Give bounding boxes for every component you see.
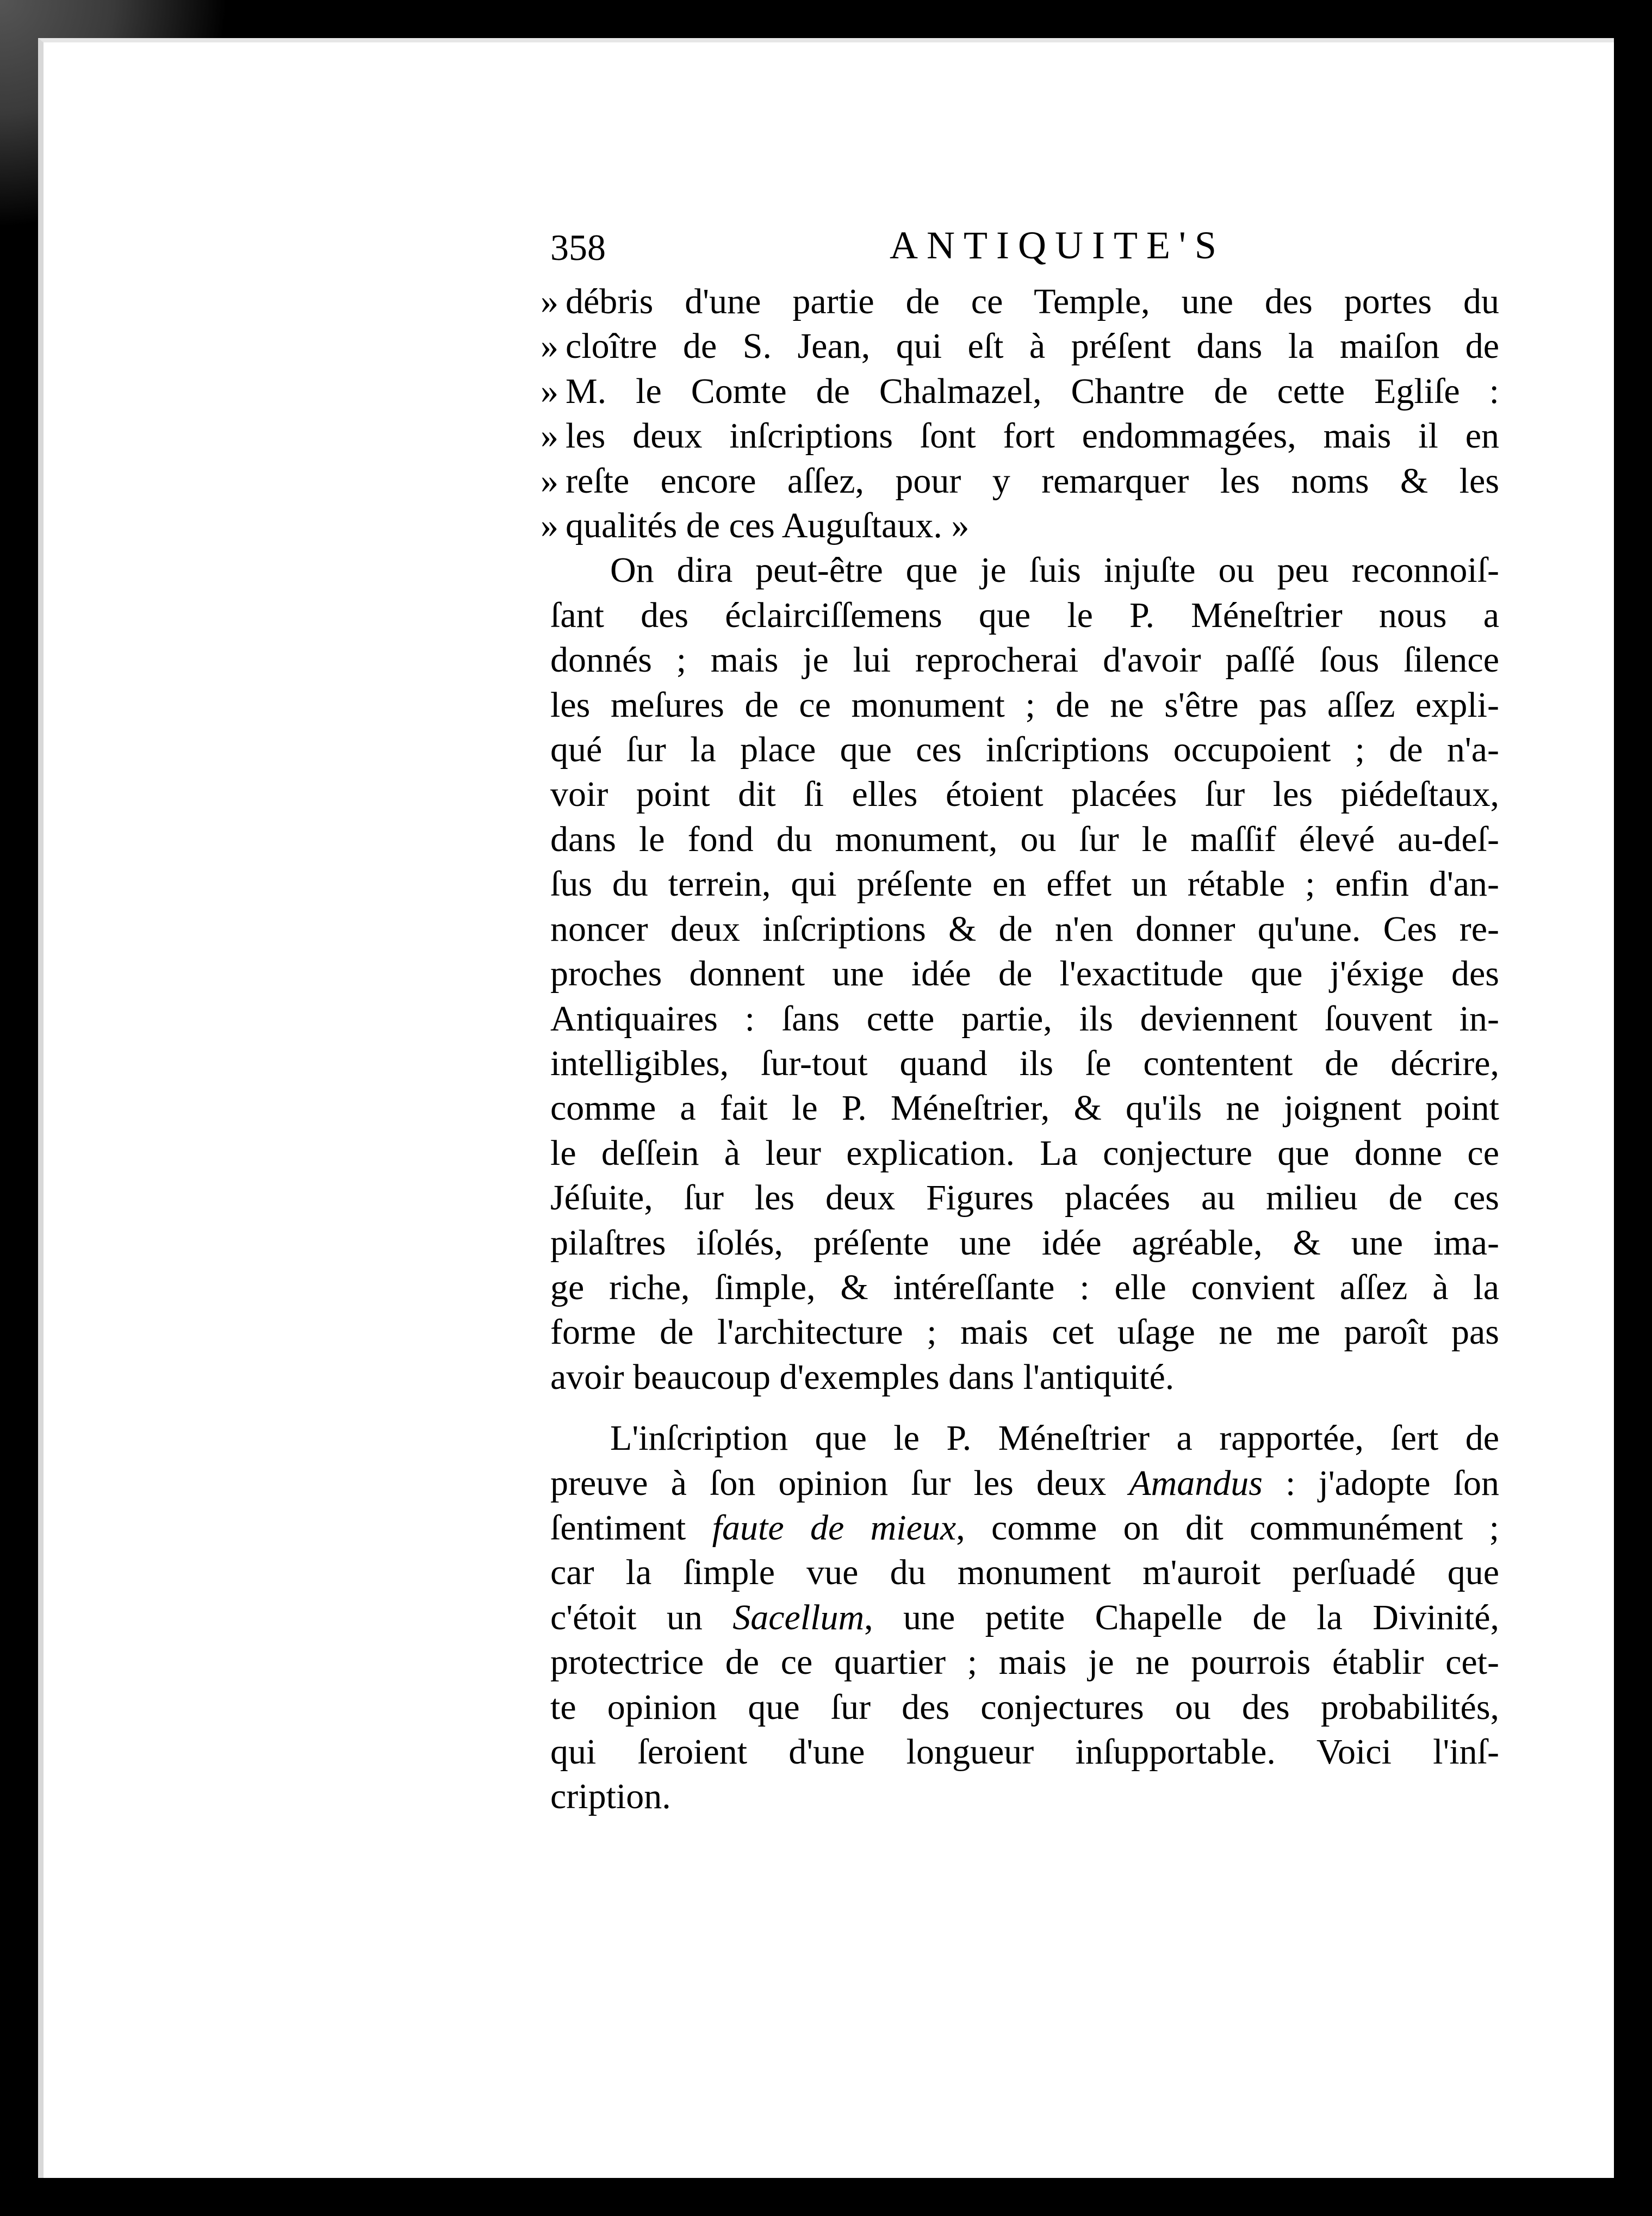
quoted-line <box>541 324 1499 369</box>
text-block <box>541 220 1500 1820</box>
quoted-passage <box>541 280 1499 548</box>
text-line: donnés ; mais je lui reprocherai d'avoir paſſé ſous ſilence <box>550 640 1499 680</box>
paragraph-1 <box>550 548 1499 1400</box>
quoted-line <box>541 369 1499 414</box>
quoted-line <box>541 504 1499 548</box>
text-line: qué ſur la place que ces inſcriptions occupoient ; de n'a- <box>550 730 1499 770</box>
text-line: intelligibles, ſur-tout quand ils ſe contentent de décrire, <box>550 1043 1499 1083</box>
running-head <box>550 220 1499 280</box>
quote-mark: » <box>541 506 558 546</box>
text-line: dans le fond du monument, ou ſur le maſſif élevé au-deſ- <box>550 819 1499 859</box>
text-line: pilaſtres iſolés, préſente une idée agréable, & une ima- <box>550 1222 1499 1263</box>
text-line: Jéſuite, ſur les deux Figures placées au milieu de ces <box>550 1178 1499 1218</box>
text-line: les meſures de ce monument ; de ne s'être pas aſſez expli- <box>550 685 1499 725</box>
text-line: noncer deux inſcriptions & de n'en donner qu'une. Ces re- <box>550 909 1499 949</box>
italic-term: Sacellum <box>732 1597 865 1637</box>
text-line: L'inſcription que le P. Méneſtrier a rapportée, ſert de <box>610 1418 1499 1458</box>
italic-term: Amandus <box>1129 1463 1263 1503</box>
quoted-line <box>541 414 1499 458</box>
quote-mark: » <box>541 371 558 411</box>
text-line: car la ſimple vue du monument m'auroit perſuadé que <box>550 1553 1499 1593</box>
text-line: qui ſeroient d'une longueur inſupportable. Voici l'inſ- <box>550 1732 1499 1772</box>
italic-term: faute de mieux <box>712 1507 957 1548</box>
text-line: cription. <box>550 1777 671 1817</box>
quote-mark: » <box>541 461 558 501</box>
text-line: ſant des éclairciſſemens que le P. Méneſtrier nous a <box>550 595 1499 635</box>
quoted-line <box>541 459 1499 504</box>
text-run: ſentiment <box>550 1507 712 1548</box>
quoted-line-text: qualités de ces Auguſtaux. » <box>566 506 970 546</box>
quoted-line-text: les deux inſcriptions ſont fort endommagées, mais il en <box>566 416 1499 456</box>
text-run: , comme on dit communément ; <box>956 1507 1499 1548</box>
text-line: proches donnent une idée de l'exactitude que j'éxige des <box>550 954 1499 994</box>
quoted-line-text: débris d'une partie de ce Temple, une des portes du <box>566 282 1499 321</box>
paragraph-2 <box>550 1416 1499 1820</box>
book-page <box>38 38 1614 2178</box>
paragraph-gap <box>550 1400 1499 1416</box>
text-line: avoir beaucoup d'exemples dans l'antiquité. <box>550 1357 1175 1397</box>
text-line <box>550 1506 1499 1550</box>
text-line: le deſſein à leur explication. La conjecture que donne ce <box>550 1133 1499 1173</box>
text-run: , une petite Chapelle de la Divinité, <box>864 1597 1499 1637</box>
text-line: protectrice de ce quartier ; mais je ne pourrois établir cet- <box>550 1642 1499 1683</box>
running-title: ANTIQUITE'S <box>890 224 1225 267</box>
text-line: comme a fait le P. Méneſtrier, & qu'ils ne joignent point <box>550 1088 1499 1128</box>
quoted-line-text: reſte encore aſſez, pour y remarquer les noms & les <box>566 461 1499 501</box>
text-line: ſus du terrein, qui préſente en effet un rétable ; enfin d'an- <box>550 864 1499 904</box>
text-line <box>550 1596 1499 1640</box>
quote-mark: » <box>541 416 558 456</box>
text-line: On dira peut-être que je ſuis injuſte ou peu reconnoiſ- <box>610 550 1499 591</box>
quoted-line-text: M. le Comte de Chalmazel, Chantre de cette Egliſe : <box>566 371 1499 411</box>
quote-mark: » <box>541 282 558 321</box>
text-line: voir point dit ſi elles étoient placées ſur les piédeſtaux, <box>550 774 1499 815</box>
text-line: te opinion que ſur des conjectures ou des probabilités, <box>550 1687 1499 1727</box>
quote-mark: » <box>541 326 558 367</box>
text-line <box>550 1461 1499 1506</box>
text-run: : j'adopte ſon <box>1262 1463 1500 1503</box>
text-line: ge riche, ſimple, & intéreſſante : elle convient aſſez à la <box>550 1267 1499 1307</box>
quoted-line-text: cloître de S. Jean, qui eſt à préſent dans la maiſon de <box>566 326 1499 367</box>
quoted-line <box>541 280 1499 324</box>
text-line: forme de l'architecture ; mais cet uſage ne me paroît pas <box>550 1312 1499 1352</box>
text-run: c'étoit un <box>550 1597 733 1637</box>
text-run: preuve à ſon opinion ſur les deux <box>550 1463 1129 1503</box>
text-line: Antiquaires : ſans cette partie, ils deviennent ſouvent in- <box>550 998 1499 1039</box>
page-number: 358 <box>550 227 606 268</box>
